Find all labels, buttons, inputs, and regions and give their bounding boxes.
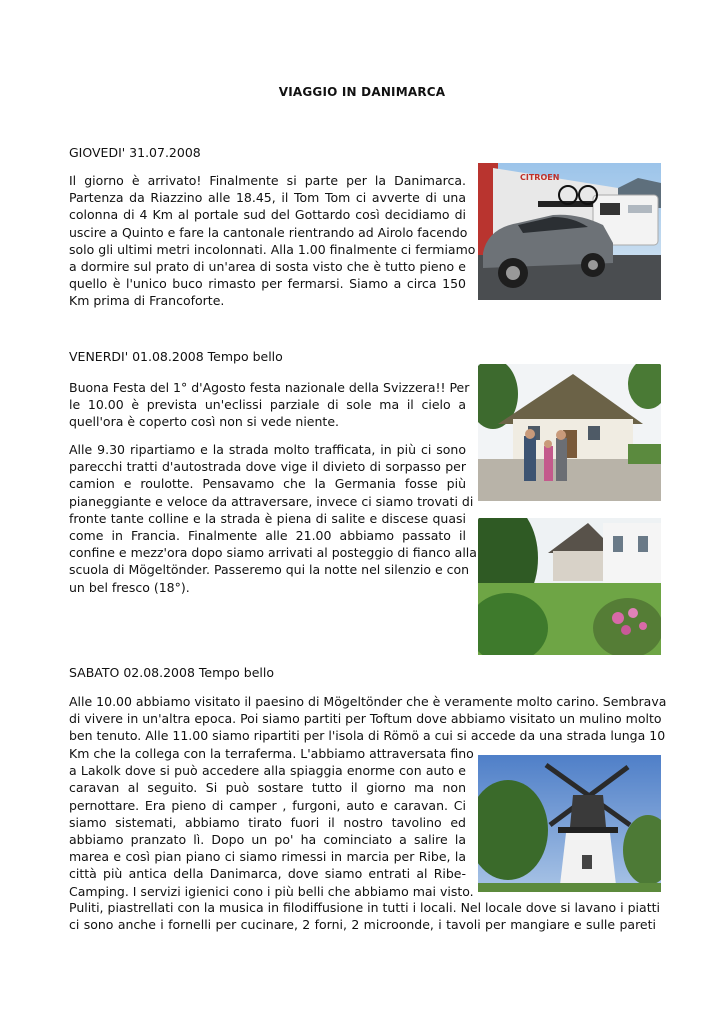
text-line: ben tenuto. Alle 11.00 siamo ripartiti per l'isola di Römö a cui si accede da una strada lunga 10 [69, 728, 666, 744]
text-line: Buona Festa del 1° d'Agosto festa nazionale della Svizzera!! Per [69, 380, 470, 395]
text-line: fronte tante colline e la strada è piena di salite e discese quasi [69, 510, 466, 526]
day3-paragraph-narrow [69, 745, 474, 900]
photo-windmill [478, 755, 661, 892]
text-line: ci sono anche i fornelli per cucinare, 2 forni, 2 microonde, i tavoli per mangiare e sulle pareti [69, 917, 656, 933]
text-line: città più antica della Danimarca, dove siamo entrati al Ribe- [69, 866, 466, 882]
document-title: VIAGGIO IN DANIMARCA [278, 85, 446, 99]
text-line: Partenza da Riazzino alle 18.45, il Tom Tom ci avverte di una [69, 190, 466, 206]
text-line: quell'ora è coperto così non si vede niente. [69, 414, 339, 430]
text-line: un bel fresco (18°). [69, 579, 190, 595]
text-line: caravan al seguito. Si può sostare tutto il giorno ma non [69, 780, 466, 796]
text-line: abbiamo pranzato lì. Dopo un po' ha cominciato a salire la [69, 832, 466, 848]
text-line: Km che la collega con la terraferma. L'abbiamo attraversata fino [69, 746, 474, 761]
photo-thatched-house [478, 364, 661, 501]
photo-car-caravan [478, 163, 661, 300]
text-line: Puliti, piastrellati con la musica in filodiffusione in tutti i locali. Nel locale dove si lavano i piatti [69, 900, 660, 915]
text-line: Alle 10.00 abbiamo visitato il paesino di Mögeltönder che è veramente molto carino. Sembrava [69, 694, 667, 709]
text-line: Camping. I servizi igienici cono i più belli che abbiamo mai visto. [69, 883, 474, 899]
day3-paragraph-bottom [69, 899, 660, 933]
text-line: Il giorno è arrivato! Finalmente si parte per la Danimarca. [69, 173, 466, 188]
day2-paragraph-1 [69, 379, 470, 431]
car-dealer-sign: CITROEN [520, 173, 560, 182]
text-line: pianeggiante e veloce da attraversare, invece ci siamo trovati di [69, 493, 474, 509]
text-line: solo gli ultimi metri incolonnati. Alla 1.00 finalmente ci fermiamo [69, 241, 476, 257]
text-line: siamo sistemati, abbiamo tirato fuori il nostro tavolino ed [69, 814, 466, 830]
text-line: quello è l'unico buco rimasto per fermarsi. Siamo a circa 150 [69, 276, 466, 292]
text-line: confine e mezz'ora dopo siamo arrivati al posteggio di fianco alla [69, 545, 477, 561]
day3-heading: SABATO 02.08.2008 Tempo bello [69, 665, 275, 680]
photo-garden [478, 518, 661, 655]
text-line: colonna di 4 Km al portale sud del Gottardo così decidiamo di [69, 207, 466, 223]
text-line: a dormire sul prato di un'area di sosta visto che è tutto pieno e [69, 259, 466, 275]
text-line: di vivere in un'altra epoca. Poi siamo partiti per Toftum dove abbiamo visitato un mulino molto [69, 711, 662, 727]
day2-heading: VENERDI' 01.08.2008 Tempo bello [69, 349, 283, 364]
day1-paragraph [69, 172, 476, 310]
text-line: Alle 9.30 ripartiamo e la strada molto trafficata, in più ci sono [69, 442, 466, 457]
text-line: uscire a Quinto e fare la cantonale rientrando ad Airolo facendo [69, 224, 468, 240]
text-line: parecchi tratti d'autostrada dove vige il divieto di sorpasso per [69, 459, 466, 475]
text-line: marea e così pian piano ci siamo rimessi in marcia per Ribe, la [69, 849, 466, 865]
text-line: Km prima di Francoforte. [69, 293, 225, 309]
text-line: scuola di Mögeltönder. Passeremo qui la notte nel silenzio e con [69, 562, 470, 578]
text-line: a Lakolk dove si può accedere alla spiaggia enorme con auto e [69, 763, 466, 779]
text-line: camion e roulotte. Pensavamo che la Germania fosse più [69, 476, 466, 492]
day3-paragraph-wide [69, 693, 667, 745]
day1-heading: GIOVEDI' 31.07.2008 [69, 145, 201, 160]
day2-paragraph-2 [69, 441, 477, 596]
text-line: come in Francia. Finalmente alle 21.00 abbiamo passato il [69, 528, 466, 544]
text-line: le 10.00 è prevista un'eclissi parziale di sole ma il cielo a [69, 397, 466, 413]
text-line: pernottare. Era pieno di camper , furgoni, auto e caravan. Ci [69, 797, 466, 813]
